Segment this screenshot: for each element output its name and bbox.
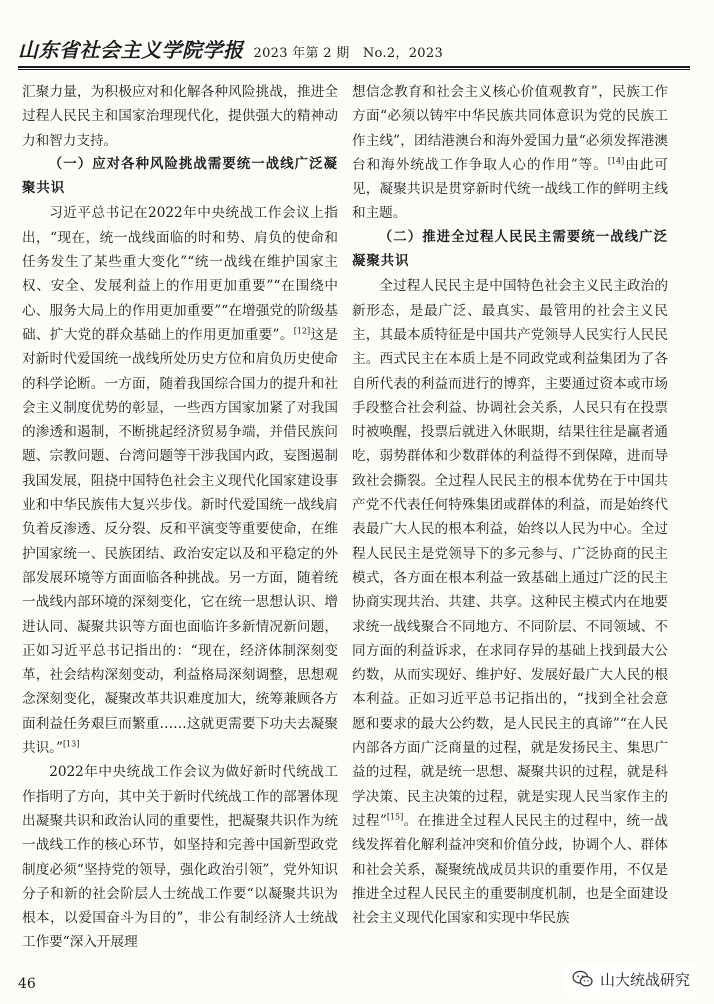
paragraph [352,80,668,226]
page-number: 46 [18,976,36,992]
paragraph: 汇聚力量，为积极应对和化解各种风险挑战，推进全过程人民民主和国家治理现代化，提供强大的精神动力和智力支持。 [22,84,338,149]
paragraph-text: 习近平总书记在2022年中央统战工作会议上指出，“现在，统一战线面临的时和势、肩负的使命和任务发生了某些重大变化”“统一战线在维护国家主权、安全、发展利益上的作用更加重要”“在围绕中心、服务大局上的作用更加重要”“在增强党的阶级基础、扩大党的群众基础上的作用更加重要”。 [22,205,338,343]
paragraph-text: 全过程人民民主是中国特色社会主义民主政治的新形态，是最广泛、最真实、最管用的社会主义民主，其最本质特征是中国共产党领导人民实行人民民主。西式民主在本质上是不同政党或利益集团为了各自所代表的利益而进行的博弈，主要通过资本或市场手段整合社会利益、协调社会关系，人民只有在投票时被唤醒，投票后就进入休眠期，结果往往是赢者通吃，弱势群体和少数群体的利益得不到保障，进而导致社会撕裂。全过程人民民主的根本优势在于中国共产党不代表任何特殊集团或群体的利益，而是始终代表最广大人民的根本利益，始终以人民为中心。全过程人民民主是党领导下的多元参与、广泛协商的民主模式，各方面在根本利益一致基础上通过广泛的民主协商实现共治、共建、共享。这种民主模式内在地要求统一战线聚合不同地方、不同阶层、不同领域、不同方面的利益诉求，在求同存异的基础上找到最大公约数，从而实现好、维护好、发展好最广大人民的根本利益。正如习近平总书记指出的，“找到全社会意愿和要求的最大公约数，是人民民主的真谛”“在人民内部各方面广泛商量的过程，就是发扬民主、集思广益的过程，就是统一思想、凝聚共识的过程，就是科学决策、民主决策的过程，就是实现人民当家作主的过程” [352,278,668,829]
journal-title: 山东省社会主义学院学报 [18,38,244,62]
section-heading-2: （二）推进全过程人民民主需要统一战线广泛凝聚共识 [352,229,668,270]
reference-14[interactable]: [14] [607,156,625,166]
reference-13[interactable]: [13] [62,739,80,749]
section-heading-1: （一）应对各种风险挑战需要统一战线广泛凝聚共识 [22,156,338,197]
paragraph-text: 。在推进全过程人民民主的过程中，统一战线发挥着化解利益冲突和价值分歧，协调个人、群体和社会关系，凝聚统战成员共识的重要作用，不仅是推进全过程人民民主的重要制度机制，也是全面建设社会主义现代化国家和实现中华民族 [352,812,669,927]
paragraph [22,201,338,760]
watermark-text: 山大统战研究 [599,970,690,989]
paragraph-text: 由此可见，凝聚共识是贯穿新时代统一战线工作的鲜明主线和主题。 [352,156,668,222]
issue-info: 2023 年第 2 期 No.2，2023 [253,46,444,61]
right-column [352,80,668,930]
paragraph: 2022年中央统战工作会议为做好新时代统战工作指明了方向，其中关于新时代统战工作的部署体现出凝聚共识和政治认同的重要性，把凝聚共识作为统一战线工作的核心环节，如坚持和完善中国新型政党制度必须“坚持党的领导，强化政治引领”，党外知识分子和新的社会阶层人士统战工作要“以凝聚共识为根本，以爱国奋斗为目的”，非公有制经济人士统战工作要“深入开展理 [22,764,338,951]
paragraph [352,274,668,930]
header-rule-thin [18,69,690,70]
reference-12[interactable]: [12] [293,326,311,336]
paragraph-text: 想信念教育和社会主义核心价值观教育”，民族工作方面“必须以铸牢中华民族共同体意识为党的民族工作主线”，团结港澳台和海外爱国力量“必须发挥港澳台和海外统战工作争取人心的作用”等。 [352,84,668,173]
reference-15[interactable]: [15] [386,812,404,822]
left-column [22,80,338,955]
watermark [566,964,696,994]
wechat-icon [572,970,594,988]
header-rule [18,66,690,68]
running-header [18,34,690,64]
paragraph-text: 这是对新时代爱国统一战线所处历史方位和肩负历史使命的科学论断。一方面，随着我国综合国力的提升和社会主义制度优势的彰显，一些西方国家加紧了对我国的渗透和遏制，不断挑起经济贸易争端，并借民族问题、宗教问题、台湾问题等干涉我国内政，妄图遏制我国发展，阻挠中国特色社会主义现代化国家建设事业和中华民族伟大复兴步伐。新时代爱国统一战线肩负着反渗透、反分裂、反和平演变等重要使命，在维护国家统一、民族团结、政治安定以及和平稳定的外部发展环境等方面面临各种挑战。另一方面，随着统一战线内部环境的深刻变化，它在统一思想认识、增进认同、凝聚共识等方面也面临许多新情况新问题，正如习近平总书记指出的：“现在，经济体制深刻变革，社会结构深刻变动，利益格局深刻调整，思想观念深刻变化，凝聚改革共识难度加大，统筹兼顾各方面利益任务艰巨而繁重……这就更需要下功夫去凝聚共识。” [22,326,339,757]
